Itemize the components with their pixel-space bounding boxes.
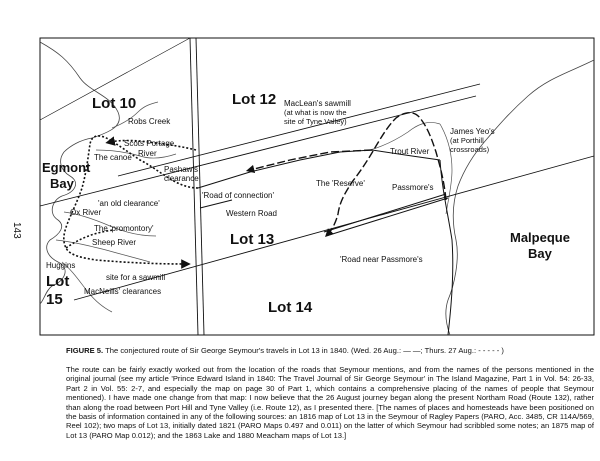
road-near-passmore-label: 'Road near Passmore's (340, 255, 423, 264)
lot-15-label-2: 15 (46, 291, 63, 308)
pashaw-label-1: Pashaw's (164, 165, 198, 174)
coastline-east (446, 60, 594, 335)
lot-10-label: Lot 10 (92, 95, 137, 112)
passmore-label: Passmore's (392, 183, 434, 192)
trout-river-label: Trout River (390, 147, 430, 156)
malpeque-bay-label-1: Malpeque (510, 230, 570, 245)
malpeque-bay-label-2: Bay (528, 246, 552, 261)
yeo-label-1: James Yeo's (450, 127, 495, 136)
egmont-bay-label-2: Bay (50, 176, 74, 191)
road-near-passmore-b (326, 198, 448, 236)
yeo-label-2: (at Porthill (450, 136, 484, 145)
caption-legend: (Wed. 26 Aug.: — —; Thurs. 27 Aug.: - - - - - ) (351, 346, 504, 355)
robs-creek-label: Robs Creek (128, 117, 171, 126)
promontory-label: The 'promontory' (94, 224, 154, 233)
lot-15-label-1: Lot (46, 273, 70, 290)
trout-river-line (370, 122, 440, 150)
lot-13-label: Lot 13 (230, 231, 275, 248)
yeo-label-3: crossroads) (450, 145, 490, 154)
the-canoe-label: The canoe (94, 153, 132, 162)
page-number: 143 (11, 222, 22, 239)
body-paragraph: The route can be fairly exactly worked out from the location of the roads that Seymour mentions, and from the names of the persons mentioned in the original journal (see my article 'Prince Edward Island in 1840: The Travel Journal of Sir George Seymour' in The Island Magazine, Part 1 in Vol. 54: 26-33, Part 2 in Vol. 55: 2-7, and especially the map on page 30 of Part 1, which contains a comprehensive placing of the names of people that Seymour mentioned). I have made one change from that map: I now believe that the 26 August journey began along the present Northam Road (Route 132), rather than along the road between Port Hill and Tyne Valley (i.e. Route 12), as I presented there. [The names of places and homesteads have been positioned on the basis of information contained in any of the following sources: an 1816 map of Lot 13 in the Seymour of Ragley Papers (PARO, Acc. 3485, CR 114A/569, Reel 102); two maps of Lot 13, initially dated 1821 (PARO Maps 0.497 and 0.011) on the latter of which Seymour had scribbled some notes; an 1875 map of Lot 13 (PARO Map 0.012); and the 1863 Lake and 1880 Meacham maps of Lot 13.] (66, 365, 594, 440)
macneills-label: MacNeills' clearances (84, 287, 162, 296)
caption-text: The conjectured route of Sir George Seymour's travels in Lot 13 in 1840. (105, 346, 349, 355)
maclean-label-2: (at what is now the (284, 108, 347, 117)
lot-14-label: Lot 14 (268, 299, 313, 316)
sawmill-site-label: site for a sawmill (106, 273, 166, 282)
sheep-river-label: Sheep River (92, 238, 137, 247)
route-wed-26-aug (328, 113, 446, 234)
western-road-label: Western Road (226, 209, 277, 218)
figure-caption (66, 346, 596, 355)
maclean-label-3: site of Tyne Valley) (284, 117, 347, 126)
route-wed-26-aug-west (250, 150, 372, 170)
figure-label: FIGURE 5. (66, 346, 104, 355)
huggins-label: Huggins (46, 261, 76, 270)
maclean-label-1: MacLean's sawmill (284, 99, 351, 108)
old-clearance-label: 'an old clearance' (98, 199, 160, 208)
ox-river-label: Ox River (70, 208, 102, 217)
scots-portage-label-1: Scots Portage (124, 139, 175, 148)
pashaw-label-2: clearance (164, 174, 199, 183)
western-road (200, 200, 232, 208)
lot-boundary-north-2 (118, 84, 480, 176)
the-reserve-label: The 'Reserve' (316, 179, 365, 188)
lot-12-label: Lot 12 (232, 91, 277, 108)
scots-portage-label-2: River (138, 149, 157, 158)
egmont-bay-label-1: Egmont (42, 160, 91, 175)
road-connection-label: 'Road of connection' (202, 191, 274, 200)
